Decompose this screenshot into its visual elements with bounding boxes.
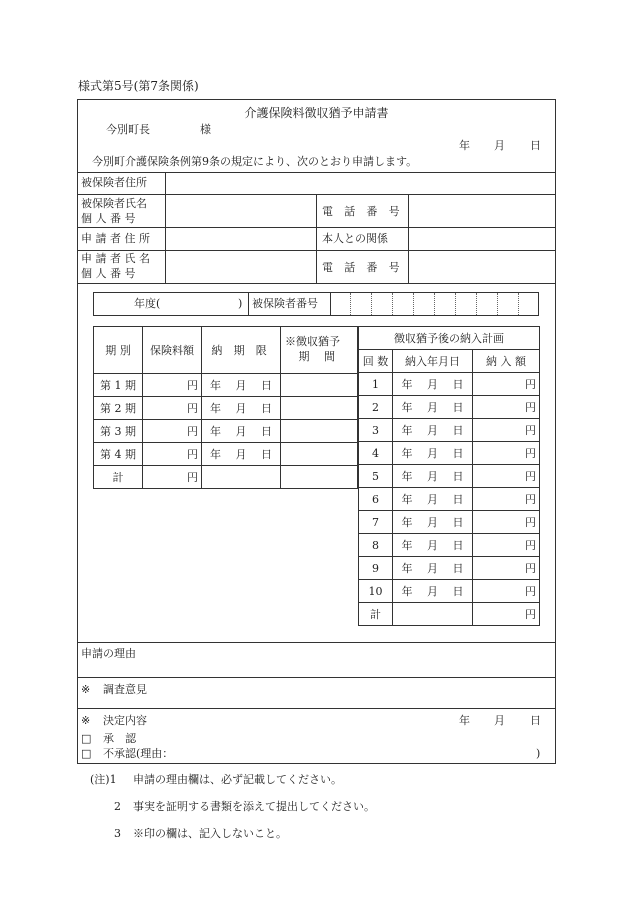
note-1-prefix: (注)1 [90,773,117,786]
survey-mark: ※ [81,683,91,696]
plan-row-number: 6 [359,488,393,511]
suspension-period-header: ※徴収猶予 期 間 [281,327,358,374]
applicant-name-field[interactable] [166,251,316,283]
plan-amount-cell[interactable]: 円 [473,557,540,580]
applicant-individual-number-label: 個 人 番 号 [81,267,136,280]
applicant-name-label: 申 請 者 氏 名 [81,252,150,265]
period-suspension-cell[interactable] [281,374,358,397]
note-3-text: ※印の欄は、記入しないこと。 [133,827,287,840]
insured-number-field[interactable] [331,293,538,315]
survey-label: 調査意見 [103,683,147,696]
plan-date-cell[interactable]: 年 月 日 [393,373,473,396]
reject-checkbox[interactable]: □ [81,747,92,760]
amount-header: 保険料額 [143,327,202,374]
reason-label: 申請の理由 [81,647,136,660]
plan-amount-cell[interactable]: 円 [473,465,540,488]
date-year-label: 年 [459,139,470,152]
applicant-address-field[interactable] [166,228,316,250]
decision-label: 決定内容 [103,714,147,727]
plan-date-cell[interactable]: 年 月 日 [393,557,473,580]
period-header: 期 別 [94,327,143,374]
reject-reason-label: 不承認(理由： [103,747,174,760]
decision-mark: ※ [81,714,91,727]
plan-row-number: 1 [359,373,393,396]
period-amount-cell[interactable]: 円 [143,420,202,443]
plan-amount-cell[interactable]: 円 [473,419,540,442]
plan-row-number: 9 [359,557,393,580]
plan-row-number: 7 [359,511,393,534]
plan-title: 徴収猶予後の納入計画 [359,327,540,350]
period-row-label: 第 3 期 [94,420,143,443]
date-month-label: 月 [494,139,505,152]
plan-amount-header: 納 入 額 [473,350,540,373]
plan-row-number: 8 [359,534,393,557]
payment-plan-table [358,326,540,626]
plan-date-cell[interactable]: 年 月 日 [393,511,473,534]
plan-amount-cell[interactable]: 円 [473,396,540,419]
reject-reason-field[interactable] [178,745,528,761]
period-suspension-cell[interactable] [281,443,358,466]
approve-label: 承 認 [103,732,141,745]
plan-row-number: 2 [359,396,393,419]
period-row-label: 第 2 期 [94,397,143,420]
form-title: 介護保険料徴収猶予申請書 [244,106,389,120]
period-total-empty [202,466,281,489]
note-1-text: 申請の理由欄は、必ず記載してください。 [133,773,342,786]
plan-total-empty [393,603,473,626]
plan-row-number: 10 [359,580,393,603]
period-row-label: 第 4 期 [94,443,143,466]
relationship-label: 本人との関係 [322,232,388,245]
insured-individual-number-label: 個 人 番 号 [81,212,136,225]
period-due-date-cell[interactable]: 年 月 日 [202,443,281,466]
plan-date-cell[interactable]: 年 月 日 [393,442,473,465]
period-amount-cell[interactable]: 円 [143,397,202,420]
period-due-date-cell[interactable]: 年 月 日 [202,397,281,420]
period-suspension-cell[interactable] [281,397,358,420]
plan-date-cell[interactable]: 年 月 日 [393,488,473,511]
plan-total-amount-cell[interactable]: 円 [473,603,540,626]
plan-date-cell[interactable]: 年 月 日 [393,419,473,442]
plan-amount-cell[interactable]: 円 [473,511,540,534]
fiscal-year-close: ) [238,297,243,310]
period-amount-cell[interactable]: 円 [143,374,202,397]
plan-amount-cell[interactable]: 円 [473,488,540,511]
fiscal-year-label: 年度( [134,297,161,310]
plan-date-cell[interactable]: 年 月 日 [393,396,473,419]
plan-row-number: 3 [359,419,393,442]
insured-address-field[interactable] [166,173,555,194]
insured-phone-label: 電 話 番 号 [322,205,404,218]
period-due-date-cell[interactable]: 年 月 日 [202,374,281,397]
plan-date-cell[interactable]: 年 月 日 [393,534,473,557]
plan-amount-cell[interactable]: 円 [473,534,540,557]
addressee: 今別町長 [106,123,150,136]
plan-row-number: 5 [359,465,393,488]
fiscal-year-field[interactable] [172,294,236,314]
applicant-phone-field[interactable] [409,251,555,283]
plan-amount-cell[interactable]: 円 [473,442,540,465]
plan-amount-cell[interactable]: 円 [473,580,540,603]
decision-day-label: 日 [530,714,541,727]
plan-row-number: 4 [359,442,393,465]
reject-reason-close: ) [536,747,541,760]
reason-field[interactable] [78,662,555,676]
form-id: 様式第5号(第7条関係) [78,79,199,93]
insured-name-label: 被保険者氏名 [81,197,147,210]
approve-checkbox[interactable]: □ [81,732,92,745]
note-2-text: 事実を証明する書類を添えて提出してください。 [133,800,375,813]
period-due-date-cell[interactable]: 年 月 日 [202,420,281,443]
insured-phone-field[interactable] [409,195,555,227]
decision-month-label: 月 [494,714,505,727]
period-amount-cell[interactable]: 円 [143,443,202,466]
note-3-prefix: 3 [114,827,121,840]
due-date-header: 納 期 限 [202,327,281,374]
period-row-label: 第 1 期 [94,374,143,397]
period-total-label: 計 [94,466,143,489]
plan-date-cell[interactable]: 年 月 日 [393,580,473,603]
relationship-field[interactable] [409,228,555,250]
period-table [93,326,358,489]
period-suspension-cell[interactable] [281,420,358,443]
date-day-label: 日 [530,139,541,152]
applicant-address-label: 申 請 者 住 所 [81,232,150,245]
period-total-empty [281,466,358,489]
plan-count-header: 回 数 [359,350,393,373]
plan-amount-cell[interactable]: 円 [473,373,540,396]
period-total-amount-cell[interactable]: 円 [143,466,202,489]
plan-date-header: 納入年月日 [393,350,473,373]
insured-number-label: 被保険者番号 [252,297,318,310]
plan-date-cell[interactable]: 年 月 日 [393,465,473,488]
plan-total-label: 計 [359,603,393,626]
applicant-phone-label: 電 話 番 号 [322,261,404,274]
decision-year-label: 年 [459,714,470,727]
insured-name-field[interactable] [166,195,316,227]
honorific: 様 [200,123,211,136]
insured-address-label: 被保険者住所 [81,176,147,189]
declaration-text: 今別町介護保険条例第9条の規定により、次のとおり申請します。 [92,155,418,168]
note-2-prefix: 2 [114,800,121,813]
